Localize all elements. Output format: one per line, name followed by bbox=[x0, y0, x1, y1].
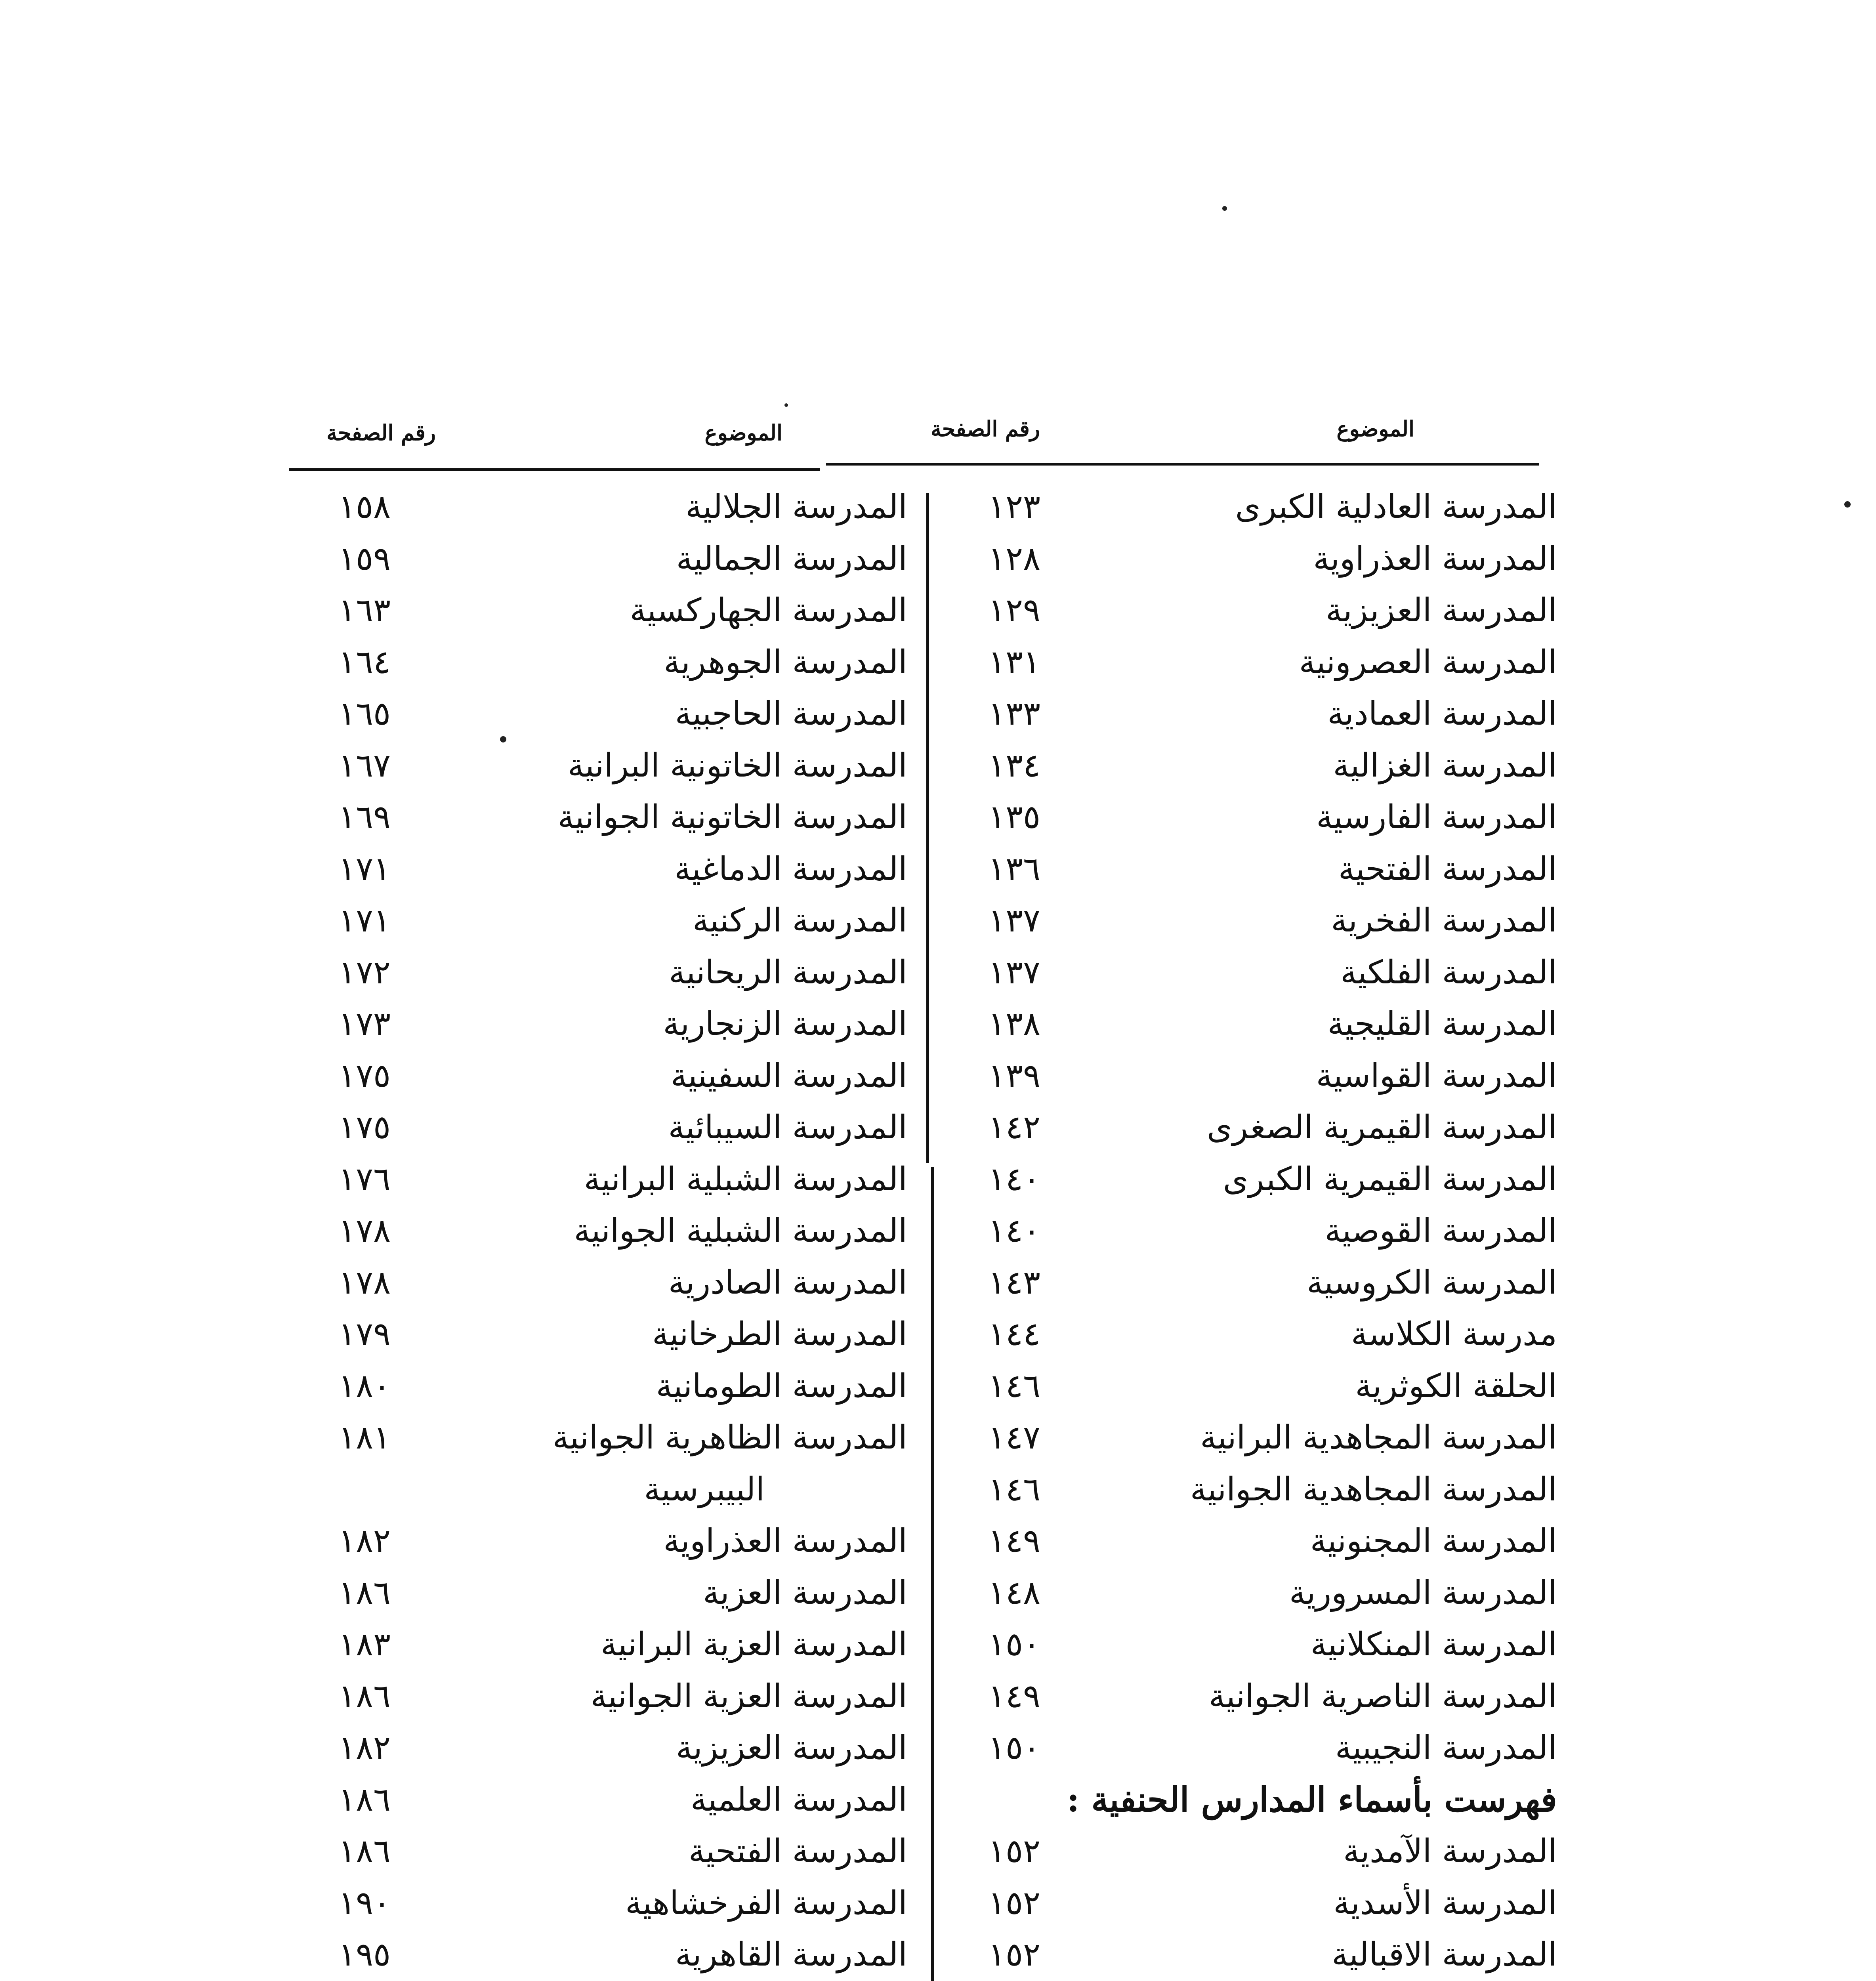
entry-title: المدرسة العمادية bbox=[1327, 695, 1557, 733]
entry-page-number: ١٧٨ bbox=[338, 1212, 391, 1250]
entry-title: المدرسة الصادرية bbox=[668, 1263, 907, 1302]
entry-title: المدرسة الزنجارية bbox=[663, 1005, 907, 1043]
scan-speck bbox=[1844, 501, 1851, 508]
entry-title: المدرسة الفارسية bbox=[1316, 798, 1557, 836]
index-entry bbox=[289, 1722, 907, 1774]
entry-page-number: ١٤٩ bbox=[988, 1522, 1041, 1560]
entry-title: المدرسة العذراوية bbox=[1313, 540, 1557, 578]
entry-page-number: ١٨٦ bbox=[338, 1574, 391, 1612]
entry-page-number: ١٧١ bbox=[338, 850, 391, 888]
entry-title: المدرسة المجاهدية البرانية bbox=[1200, 1419, 1557, 1456]
entry-title: المدرسة الفتحية bbox=[688, 1832, 907, 1870]
index-entry bbox=[963, 895, 1557, 947]
index-entry bbox=[289, 688, 907, 740]
section-heading-text: فهرست بأسماء المدارس الحنفية : bbox=[1067, 1779, 1557, 1820]
index-entry bbox=[963, 688, 1557, 740]
entry-page-number: ١٤٦ bbox=[988, 1470, 1041, 1508]
entry-title: المدرسة الناصرية الجوانية bbox=[1208, 1677, 1557, 1715]
entry-page-number: ١٦٩ bbox=[338, 798, 391, 836]
index-entry bbox=[963, 844, 1557, 895]
header-topic-label-left: الموضوع bbox=[704, 420, 782, 445]
index-entry bbox=[963, 1722, 1557, 1774]
index-entry bbox=[289, 895, 907, 947]
entry-title: المدرسة الطرخانية bbox=[652, 1315, 907, 1353]
index-entry bbox=[963, 1102, 1557, 1154]
index-entry bbox=[963, 1154, 1557, 1206]
index-entry bbox=[963, 1464, 1557, 1516]
entry-title: المدرسة الفخرية bbox=[1331, 902, 1557, 939]
index-entry bbox=[963, 1671, 1557, 1723]
entry-title: المدرسة الجمالية bbox=[676, 540, 907, 578]
entry-page-number: ١٧٥ bbox=[338, 1109, 391, 1146]
scan-speck bbox=[784, 403, 788, 407]
entry-title: المدرسة القاهرية bbox=[675, 1936, 907, 1973]
index-entry bbox=[289, 947, 907, 999]
index-entry bbox=[289, 1567, 907, 1619]
header-rule-right bbox=[826, 463, 1539, 466]
index-entry bbox=[963, 1826, 1557, 1878]
entry-page-number: ١٥٨ bbox=[338, 488, 391, 526]
index-entry bbox=[963, 585, 1557, 637]
index-entry bbox=[963, 637, 1557, 689]
right-index-column bbox=[963, 481, 1557, 1981]
entry-page-number: ١٤٠ bbox=[988, 1160, 1041, 1198]
index-entry bbox=[289, 1464, 907, 1516]
entry-page-number: ١٥٢ bbox=[988, 1936, 1041, 1973]
entry-title: المدرسة الطومانية bbox=[656, 1367, 907, 1405]
entry-page-number: ١٥٠ bbox=[988, 1626, 1041, 1663]
index-entry bbox=[289, 1515, 907, 1567]
entry-title: المدرسة القواسية bbox=[1316, 1057, 1557, 1095]
entry-page-number: ١٨٠ bbox=[338, 1367, 391, 1405]
entry-title: المدرسة المنكلانية bbox=[1310, 1626, 1557, 1663]
index-entry bbox=[963, 1929, 1557, 1981]
index-entry bbox=[289, 637, 907, 689]
column-separator-lower bbox=[931, 1167, 934, 1981]
header-page-label-left: رقم الصفحة bbox=[326, 420, 436, 445]
index-entry bbox=[289, 481, 907, 533]
index-entry bbox=[289, 1878, 907, 1929]
entry-title: المدرسة الشبلية الجوانية bbox=[574, 1212, 907, 1250]
entry-page-number: ١٧٢ bbox=[338, 953, 391, 991]
entry-page-number: ١٥٢ bbox=[988, 1884, 1041, 1922]
index-entry bbox=[963, 740, 1557, 792]
entry-page-number: ١٢٩ bbox=[988, 592, 1041, 629]
entry-title: المدرسة العزية bbox=[703, 1574, 907, 1612]
entry-title: المدرسة الفتحية bbox=[1338, 850, 1557, 888]
entry-page-number: ١٥٩ bbox=[338, 540, 391, 578]
entry-title: المدرسة الريحانية bbox=[669, 953, 907, 991]
entry-page-number: ١٣١ bbox=[988, 643, 1041, 681]
header-topic-label-right: الموضوع bbox=[1336, 416, 1414, 441]
entry-page-number: ١٥٠ bbox=[988, 1729, 1041, 1767]
entry-title: المدرسة العزيزية bbox=[676, 1729, 907, 1767]
index-entry bbox=[963, 1205, 1557, 1257]
column-separator-upper bbox=[926, 493, 929, 1163]
entry-title: المدرسة العذراوية bbox=[663, 1522, 907, 1560]
index-entry bbox=[963, 1567, 1557, 1619]
entry-page-number: ١٤٦ bbox=[988, 1367, 1041, 1405]
index-entry bbox=[289, 1257, 907, 1309]
entry-title: المدرسة الجوهرية bbox=[664, 643, 907, 681]
entry-page-number: ١٨٦ bbox=[338, 1781, 391, 1819]
entry-title: المدرسة القيمرية الكبرى bbox=[1223, 1160, 1557, 1198]
entry-title: المدرسة الفلكية bbox=[1340, 953, 1557, 991]
entry-page-number: ١٧٩ bbox=[338, 1315, 391, 1353]
index-entry bbox=[289, 998, 907, 1050]
entry-page-number: ١٣٧ bbox=[988, 953, 1041, 991]
entry-title: المدرسة المسرورية bbox=[1289, 1574, 1557, 1612]
index-entry bbox=[289, 1205, 907, 1257]
entry-title: المدرسة المجاهدية الجوانية bbox=[1190, 1470, 1557, 1508]
index-entry bbox=[963, 533, 1557, 585]
index-entry bbox=[963, 481, 1557, 533]
entry-title: المدرسة السفينية bbox=[670, 1057, 907, 1095]
entry-page-number: ١٤٢ bbox=[988, 1109, 1041, 1146]
entry-title: المدرسة العزية الجوانية bbox=[590, 1677, 907, 1715]
entry-page-number: ١٦٣ bbox=[338, 592, 391, 629]
entry-page-number: ١٥٢ bbox=[988, 1832, 1041, 1870]
entry-page-number: ١٣٦ bbox=[988, 850, 1041, 888]
entry-title: المدرسة الركنية bbox=[692, 902, 907, 939]
entry-page-number: ١٣٤ bbox=[988, 746, 1041, 784]
entry-title: المدرسة الكروسية bbox=[1307, 1263, 1557, 1302]
header-rule-left bbox=[289, 468, 820, 471]
index-entry bbox=[289, 1361, 907, 1412]
index-entry bbox=[289, 1671, 907, 1723]
entry-page-number: ١٣٨ bbox=[988, 1005, 1041, 1043]
index-entry bbox=[289, 844, 907, 895]
index-entry bbox=[289, 533, 907, 585]
entry-title: مدرسة الكلاسة bbox=[1351, 1315, 1557, 1353]
entry-title: المدرسة السيبائية bbox=[668, 1109, 907, 1146]
scan-speck bbox=[1222, 206, 1227, 211]
entry-page-number: ١٨٢ bbox=[338, 1522, 391, 1560]
entry-page-number: ١٧٥ bbox=[338, 1057, 391, 1095]
entry-page-number: ١٤٣ bbox=[988, 1263, 1041, 1302]
entry-page-number: ١٣٧ bbox=[988, 902, 1041, 939]
entry-page-number: ١٧٣ bbox=[338, 1005, 391, 1043]
entry-title: المدرسة القليجية bbox=[1327, 1005, 1557, 1043]
entry-page-number: ١٦٧ bbox=[338, 746, 391, 784]
index-entry bbox=[289, 792, 907, 844]
entry-page-number: ١٨٦ bbox=[338, 1832, 391, 1870]
index-entry bbox=[289, 1102, 907, 1154]
entry-title: المدرسة القيمرية الصغرى bbox=[1207, 1109, 1557, 1146]
entry-page-number: ١٤٨ bbox=[988, 1574, 1041, 1612]
header-page-label-right: رقم الصفحة bbox=[930, 416, 1040, 441]
index-entry bbox=[289, 585, 907, 637]
entry-page-number: ١٤٤ bbox=[988, 1315, 1041, 1353]
entry-page-number: ١٦٤ bbox=[338, 643, 391, 681]
index-entry bbox=[963, 1515, 1557, 1567]
index-entry bbox=[289, 740, 907, 792]
entry-title: المدرسة العلمية bbox=[690, 1781, 907, 1819]
index-entry bbox=[963, 1050, 1557, 1102]
index-entry bbox=[289, 1826, 907, 1878]
entry-title: المدرسة الفرخشاهية bbox=[625, 1884, 907, 1922]
entry-title: المدرسة الجهاركسية bbox=[630, 592, 907, 629]
entry-title: المدرسة الجلالية bbox=[685, 488, 907, 526]
entry-title: المدرسة الدماغية bbox=[674, 850, 907, 888]
entry-page-number: ١٣٩ bbox=[988, 1057, 1041, 1095]
entry-title: المدرسة المجنونية bbox=[1310, 1522, 1557, 1560]
index-entry bbox=[289, 1774, 907, 1826]
entry-title: المدرسة العزيزية bbox=[1326, 592, 1557, 629]
entry-page-number: ١٦٥ bbox=[338, 695, 391, 733]
entry-title: المدرسة الظاهرية الجوانية bbox=[552, 1419, 907, 1456]
entry-page-number: ١٤٧ bbox=[988, 1419, 1041, 1456]
entry-page-number: ١٧٦ bbox=[338, 1160, 391, 1198]
entry-page-number: ١٣٥ bbox=[988, 798, 1041, 836]
entry-title: المدرسة الحاجبية bbox=[675, 695, 907, 733]
entry-title: المدرسة العزية البرانية bbox=[600, 1626, 907, 1663]
left-index-column bbox=[289, 481, 907, 1981]
entry-page-number: ١٧١ bbox=[338, 902, 391, 939]
index-entry bbox=[963, 1257, 1557, 1309]
entry-title: المدرسة القوصية bbox=[1324, 1212, 1557, 1250]
entry-title: المدرسة الخاتونية الجوانية bbox=[557, 798, 907, 836]
entry-page-number: ١٨٣ bbox=[338, 1626, 391, 1663]
entry-title: المدرسة الاقبالية bbox=[1332, 1936, 1557, 1973]
entry-page-number: ١٢٣ bbox=[988, 488, 1041, 526]
index-entry bbox=[289, 1309, 907, 1361]
entry-title: المدرسة العصرونية bbox=[1299, 643, 1557, 681]
entry-page-number: ١٤٩ bbox=[988, 1677, 1041, 1715]
entry-title: الحلقة الكوثرية bbox=[1355, 1367, 1557, 1405]
entry-page-number: ١٧٨ bbox=[338, 1263, 391, 1302]
entry-title: المدرسة العادلية الكبرى bbox=[1235, 488, 1557, 526]
index-entry bbox=[963, 1619, 1557, 1671]
entry-page-number: ١٨١ bbox=[338, 1419, 391, 1456]
entry-page-number: ١٨٢ bbox=[338, 1729, 391, 1767]
index-entry bbox=[289, 1154, 907, 1206]
entry-page-number: ١٩٥ bbox=[338, 1936, 391, 1973]
entry-title: المدرسة الخاتونية البرانية bbox=[567, 746, 907, 784]
index-entry bbox=[289, 1412, 907, 1464]
entry-title: المدرسة النجيبية bbox=[1335, 1729, 1557, 1767]
entry-title: المدرسة الآمدية bbox=[1343, 1832, 1557, 1870]
entry-title: المدرسة الأسدية bbox=[1333, 1884, 1557, 1922]
entry-page-number: ١٩٠ bbox=[338, 1884, 391, 1922]
entry-page-number: ١٣٣ bbox=[988, 695, 1041, 733]
index-entry bbox=[963, 1412, 1557, 1464]
entry-title: المدرسة الشبلية البرانية bbox=[584, 1160, 907, 1198]
entry-title: البيبرسية bbox=[644, 1470, 765, 1508]
index-entry bbox=[963, 1309, 1557, 1361]
entry-page-number: ١٢٨ bbox=[988, 540, 1041, 578]
index-entry bbox=[289, 1050, 907, 1102]
index-entry bbox=[963, 947, 1557, 999]
section-heading bbox=[963, 1774, 1557, 1826]
index-entry bbox=[289, 1619, 907, 1671]
index-entry bbox=[289, 1929, 907, 1981]
index-entry bbox=[963, 1878, 1557, 1929]
index-entry bbox=[963, 1361, 1557, 1412]
entry-page-number: ١٨٦ bbox=[338, 1677, 391, 1715]
index-entry bbox=[963, 792, 1557, 844]
index-entry bbox=[963, 998, 1557, 1050]
entry-page-number: ١٤٠ bbox=[988, 1212, 1041, 1250]
entry-title: المدرسة الغزالية bbox=[1333, 746, 1557, 784]
